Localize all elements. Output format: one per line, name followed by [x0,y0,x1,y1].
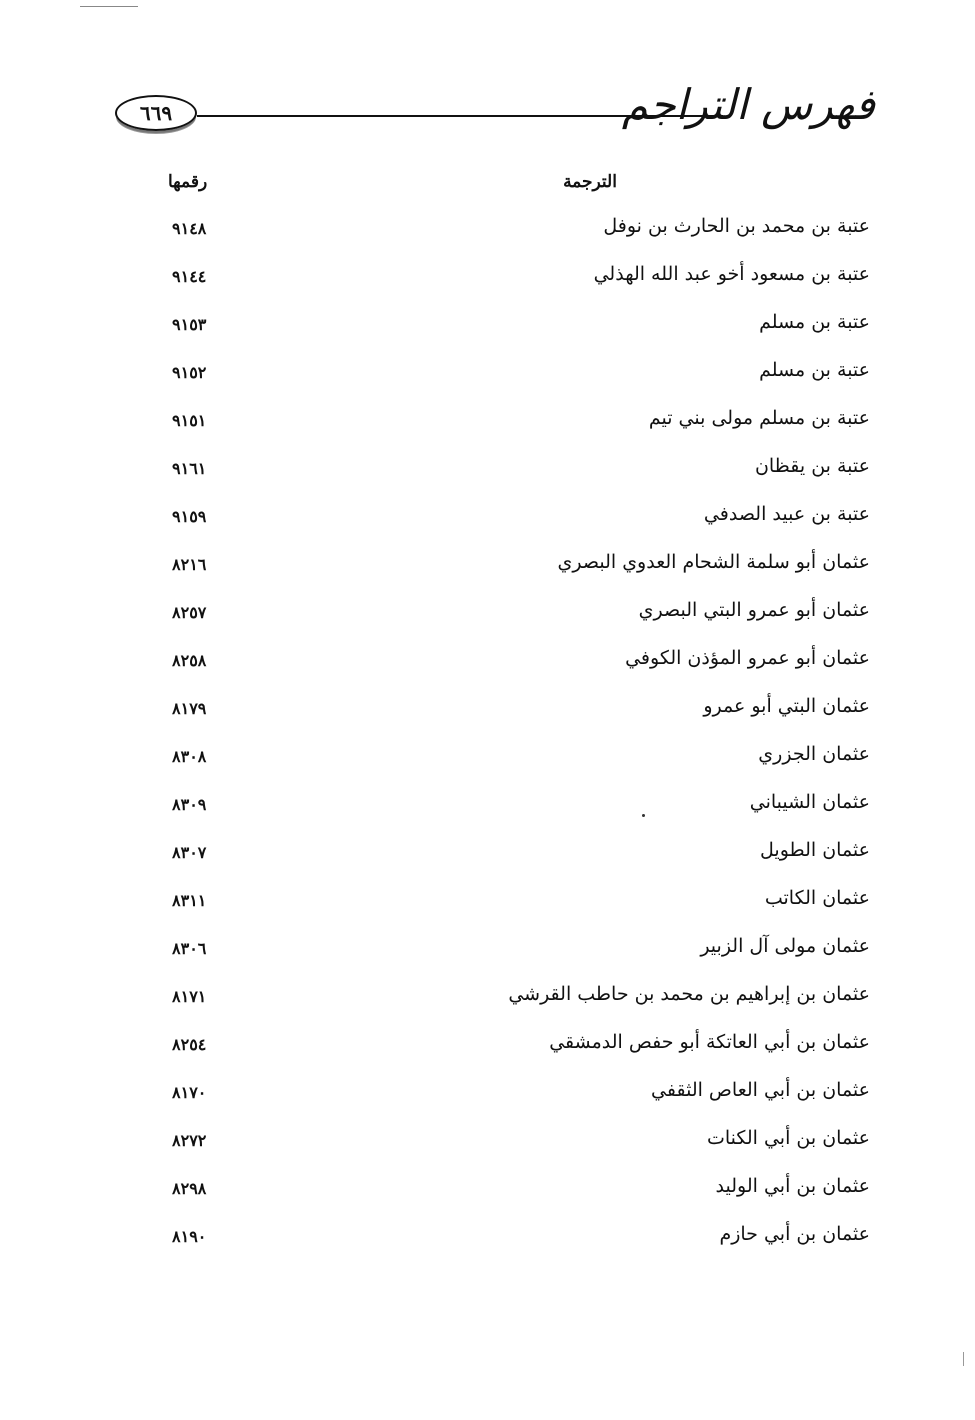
list-item [0,255,975,303]
entry-number: ٨٣١١ [172,891,207,910]
list-item [0,831,975,879]
list-item [0,1119,975,1167]
entry-number: ٩١٥٩ [172,507,207,526]
column-header-name: الترجمة [563,172,617,192]
entry-name: عثمان بن أبي الوليد [715,1175,870,1197]
list-item [0,207,975,255]
entry-name: عثمان بن أبي حازم [719,1223,870,1245]
list-item [0,1023,975,1071]
list-item [0,927,975,975]
entry-number: ٨١٧٠ [172,1083,207,1102]
entry-number: ٨٢١٦ [172,555,207,574]
list-item [0,879,975,927]
entry-name: عثمان مولى آل الزبير [700,935,870,957]
entry-number: ٨٢٧٢ [172,1131,207,1150]
column-header-number: رقمها [168,172,208,192]
entry-number: ٩١٤٤ [172,267,207,286]
entry-name: عتبة بن مسلم [759,359,870,381]
entry-name: عتبة بن مسلم [759,311,870,333]
entry-name: عتبة بن مسعود أخو عبد الله الهذلي [593,263,870,285]
list-item [0,447,975,495]
list-item [0,1215,975,1263]
entry-name: عثمان أبو سلمة الشحام العدوي البصري [557,551,870,573]
entry-name: عثمان الكاتب [764,887,870,909]
entry-name: عتبة بن مسلم مولى بني تيم [648,407,870,429]
list-item [0,1167,975,1215]
entry-name: عثمان بن أبي العاص الثقفي [651,1079,870,1101]
entry-name: عثمان الشيباني [749,791,870,813]
entry-number: ٨١٧٩ [172,699,207,718]
list-item [0,351,975,399]
list-item [0,399,975,447]
entry-name: عتبة بن يقظان [754,455,870,477]
entry-number: ٩١٥١ [172,411,207,430]
entry-number: ٨٣٠٩ [172,795,207,814]
entry-name: عثمان البتي أبو عمرو [703,695,870,717]
scan-edge-mark [963,1352,964,1366]
entry-number: ٩١٥٣ [172,315,207,334]
entry-name: عثمان الجزري [758,743,870,765]
entry-name: عثمان بن أبي الكنات [706,1127,870,1149]
list-item [0,783,975,831]
list-item [0,591,975,639]
entry-number: ٨٢٩٨ [172,1179,207,1198]
entry-name: عثمان بن إبراهيم بن محمد بن حاطب القرشي [508,983,870,1005]
entry-number: ٩١٤٨ [172,219,207,238]
page-header [115,75,875,155]
list-item [0,639,975,687]
top-margin-rule [80,6,138,7]
list-item [0,975,975,1023]
entry-name: عتبة بن محمد بن الحارث بن نوفل [603,215,870,237]
entry-name: عثمان أبو عمرو المؤذن الكوفي [625,647,870,669]
entry-number: ٨٣٠٧ [172,843,207,862]
entry-number: ٩١٦١ [172,459,207,478]
entry-name: عثمان الطويل [760,839,870,861]
entry-number: ٩١٥٢ [172,363,207,382]
entry-number: ٨١٧١ [172,987,207,1006]
index-list [0,207,975,1263]
page-title: فهرس التراجم [621,80,875,129]
stray-dot [642,814,645,817]
page-number: ٦٦٩ [139,101,173,125]
list-item [0,1071,975,1119]
list-item [0,735,975,783]
page-number-badge [115,95,197,131]
entry-name: عثمان أبو عمرو البتي البصري [638,599,870,621]
entry-number: ٨٢٥٧ [172,603,207,622]
list-item [0,495,975,543]
entry-number: ٨٢٥٤ [172,1035,207,1054]
list-item [0,543,975,591]
entry-number: ٨٢٥٨ [172,651,207,670]
list-item [0,687,975,735]
entry-number: ٨١٩٠ [172,1227,207,1246]
entry-number: ٨٣٠٨ [172,747,207,766]
entry-name: عثمان بن أبي العاتكة أبو حفص الدمشقي [549,1031,870,1053]
entry-number: ٨٣٠٦ [172,939,207,958]
list-item [0,303,975,351]
entry-name: عتبة بن عبيد الصدفي [703,503,870,525]
